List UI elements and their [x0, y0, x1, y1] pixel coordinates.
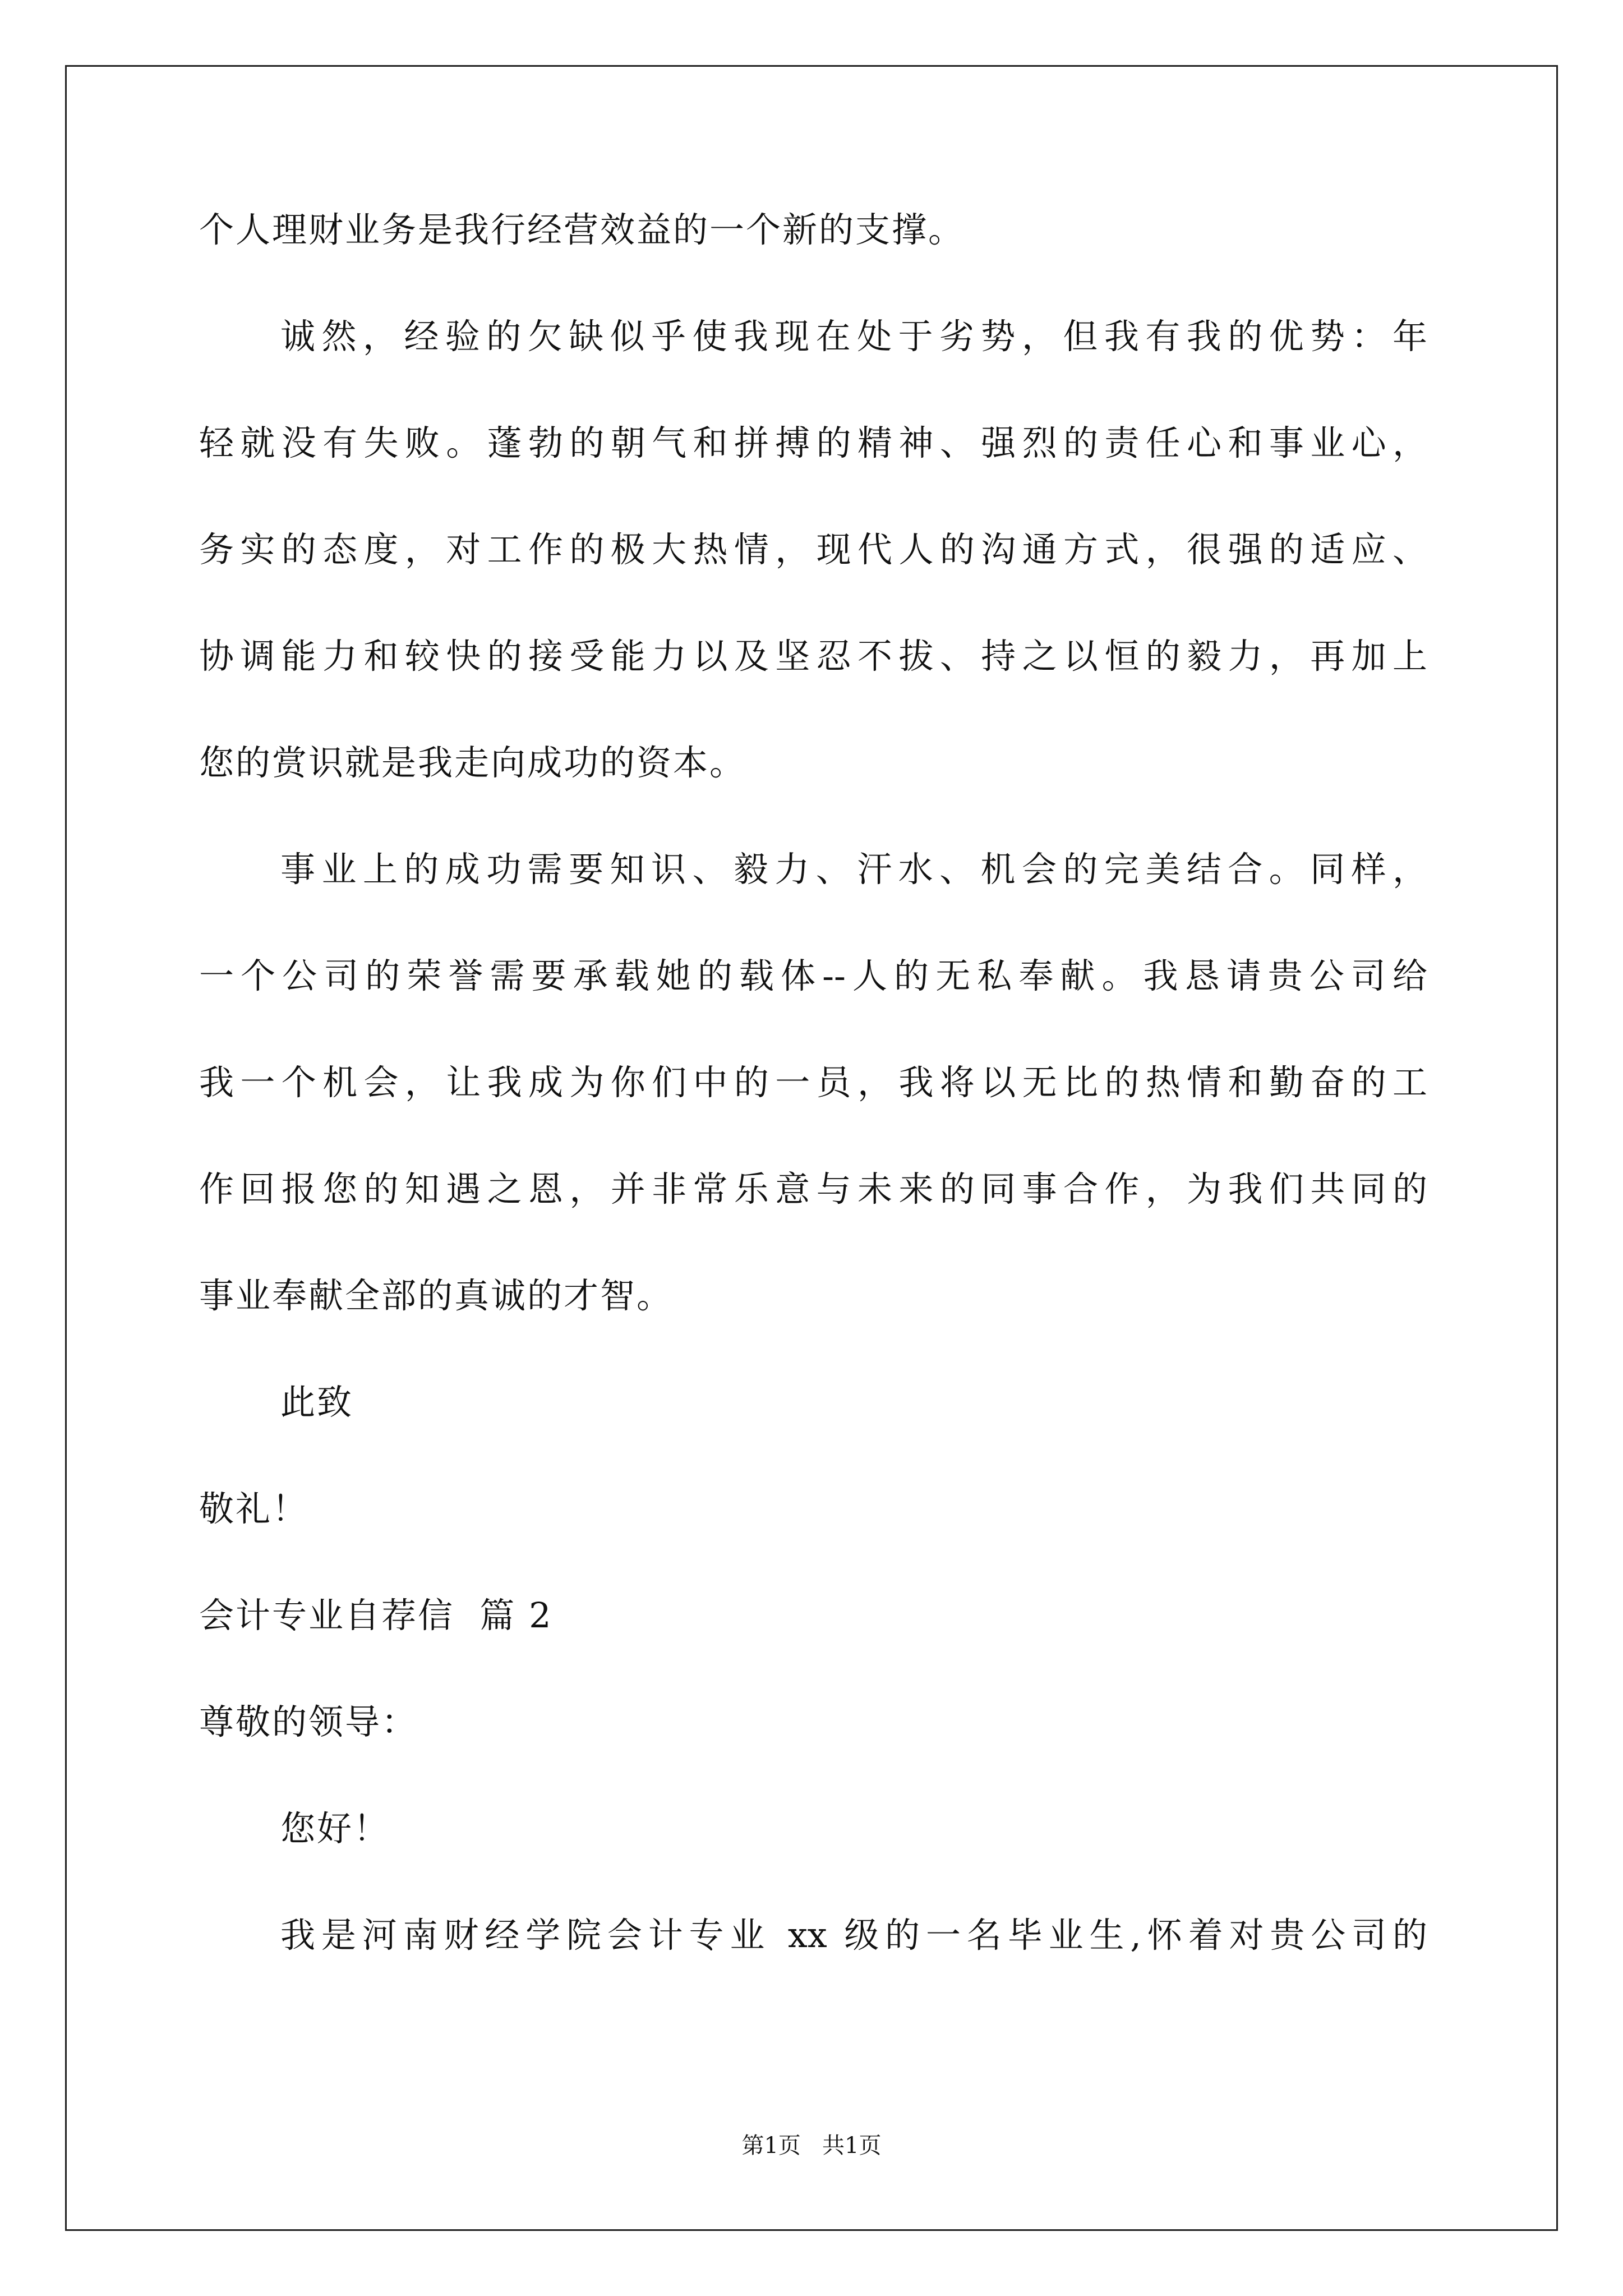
text-line: 诚然，经验的欠缺似乎使我现在处于劣势，但我有我的优势：年: [280, 316, 1427, 357]
text-line: 您的赏识就是我走向成功的资本。: [199, 742, 746, 783]
closing-line: 此致: [280, 1382, 354, 1423]
text-line: 务实的态度，对工作的极大热情，现代人的沟通方式，很强的适应、: [199, 529, 1427, 570]
text-line: 事业奉献全部的真诚的才智。: [199, 1275, 674, 1316]
hello-line: 您好！: [280, 1808, 390, 1849]
section-title: 会计专业自荐信 篇 2: [199, 1595, 553, 1636]
salute-line: 敬礼！: [199, 1488, 309, 1529]
page-footer: 第1页 共1页: [741, 2133, 882, 2159]
page-border: [65, 65, 1558, 2231]
text-line: 我一个机会，让我成为你们中的一员，我将以无比的热情和勤奋的工: [199, 1062, 1427, 1103]
greeting-line: 尊敬的领导：: [199, 1701, 418, 1742]
text-line: 轻就没有失败。蓬勃的朝气和拼搏的精神、强烈的责任心和事业心，: [199, 422, 1427, 463]
text-line: 我是河南财经学院会计专业 xx 级的一名毕业生,怀着对贵公司的: [280, 1915, 1427, 1955]
text-line: 一个公司的荣誉需要承载她的载体--人的无私奉献。我恳请贵公司给: [199, 955, 1427, 996]
text-line: 事业上的成功需要知识、毅力、汗水、机会的完美结合。同样，: [280, 849, 1427, 890]
text-line: 个人理财业务是我行经营效益的一个新的支撑。: [199, 209, 965, 250]
text-line: 作回报您的知遇之恩，并非常乐意与未来的同事合作，为我们共同的: [199, 1168, 1427, 1209]
text-line: 协调能力和较快的接受能力以及坚忍不拔、持之以恒的毅力，再加上: [199, 636, 1427, 677]
